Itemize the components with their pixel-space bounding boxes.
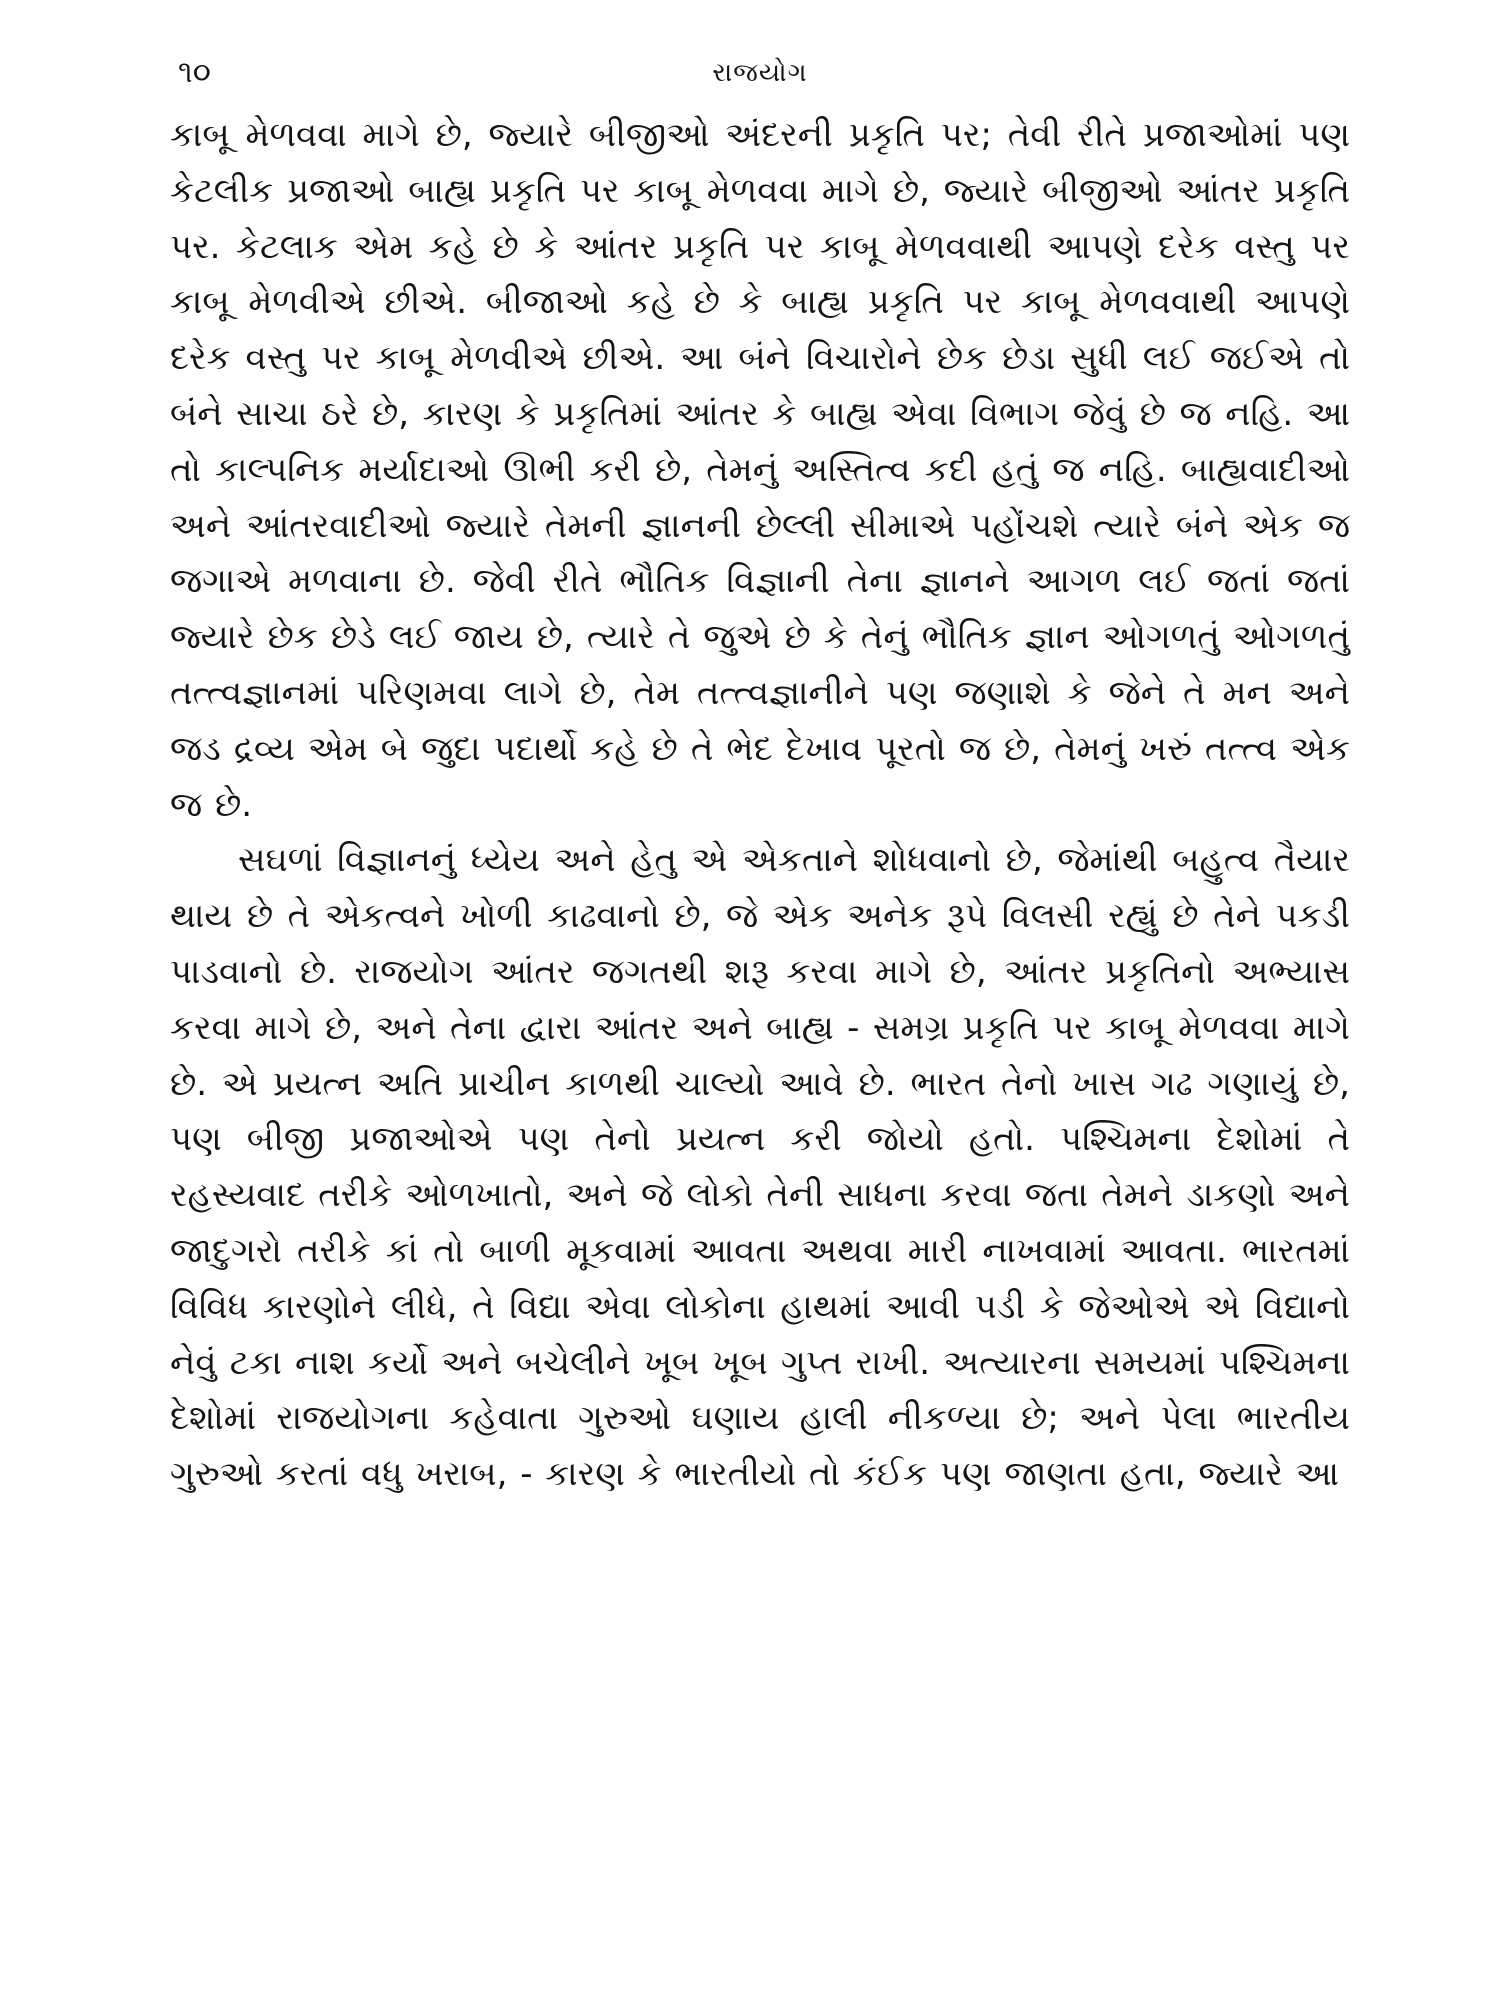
running-head: રાજયોગ xyxy=(712,58,808,88)
paragraph-1: કાબૂ મેળવવા માગે છે, જ્યારે બીજીઓ અંદરની પ્રકૃતિ પર; તેવી રીતે પ્રજાઓમાં પણ કેટલીક પ્રજાઓ બાહ્ય પ્રકૃતિ પર કાબૂ મેળવવા માગે છે, જ્યારે બીજીઓ આંતર પ્રકૃતિ પર. કેટલાક એમ કહે છે કે આંતર પ્રકૃતિ પર કાબૂ મેળવવાથી આપણે દરેક વસ્તુ પર કાબૂ મેળવીએ છીએ. બીજાઓ કહે છે કે બાહ્ય પ્રકૃતિ પર કાબૂ મેળવવાથી આપણે દરેક વસ્તુ પર કાબૂ મેળવીએ છીએ. આ બંને વિચારોને છેક છેડા સુધી લઈ જઈએ તો બંને સાચા ઠરે છે, કારણ કે પ્રકૃતિમાં આંતર કે બાહ્ય એવા વિભાગ જેવું છે જ નહિ. આ તો કાલ્પનિક મર્યાદાઓ ઊભી કરી છે, તેમનું અસ્તિત્વ કદી હતું જ નહિ. બાહ્યવાદીઓ અને આંતરવાદીઓ જ્યારે તેમની જ્ઞાનની છેલ્લી સીમાએ પહોંચશે ત્યારે બંને એક જ જગાએ મળવાના છે. જેવી રીતે ભૌતિક વિજ્ઞાની તેના જ્ઞાનને આગળ લઈ જતાં જતાં જ્યારે છેક છેડે લઈ જાય છે, ત્યારે તે જુએ છે કે તેનું ભૌતિક જ્ઞાન ઓગળતું ઓગળતું તત્ત્વજ્ઞાનમાં પરિણમવા લાગે છે, તેમ તત્ત્વજ્ઞાનીને પણ જણાશે કે જેને તે મન અને જડ દ્રવ્ય એમ બે જુદા પદાર્થો કહે છે તે ભેદ દેખાવ પૂરતો જ છે, તેમનું ખરું તત્ત્વ એક જ છે. xyxy=(170,115,1350,825)
body-text xyxy=(170,108,1350,1503)
page-number: ૧૦ xyxy=(178,55,211,90)
paragraph-2: સઘળાં વિજ્ઞાનનું ધ્યેય અને હેતુ એ એકતાને શોધવાનો છે, જેમાંથી બહુત્વ તૈયાર થાય છે તે એકત્વને ખોળી કાઢવાનો છે, જે એક અનેક રૂપે વિલસી રહ્યું છે તેને પકડી પાડવાનો છે. રાજયોગ આંતર જગતથી શરૂ કરવા માગે છે, આંતર પ્રકૃતિનો અભ્યાસ કરવા માગે છે, અને તેના દ્વારા આંતર અને બાહ્ય - સમગ્ર પ્રકૃતિ પર કાબૂ મેળવવા માગે છે. એ પ્રયત્ન અતિ પ્રાચીન કાળથી ચાલ્યો આવે છે. ભારત તેનો ખાસ ગઢ ગણાયું છે, પણ બીજી પ્રજાઓએ પણ તેનો પ્રયત્ન કરી જોયો હતો. પશ્ચિમના દેશોમાં તે રહસ્યવાદ તરીકે ઓળખાતો, અને જે લોકો તેની સાધના કરવા જતા તેમને ડાકણો અને જાદુગરો તરીકે કાં તો બાળી મૂકવામાં આવતા અથવા મારી નાખવામાં આવતા. ભારતમાં વિવિધ કારણોને લીધે, તે વિદ્યા એવા લોકોના હાથમાં આવી પડી કે જેઓએ એ વિદ્યાનો નેવું ટકા નાશ કર્યો અને બચેલીને ખૂબ ખૂબ ગુપ્ત રાખી. અત્યારના સમયમાં પશ્ચિમના દેશોમાં રાજયોગના કહેવાતા ગુરુઓ ઘણાય હાલી નીકળ્યા છે; અને પેલા ભારતીય ગુરુઓ કરતાં વધુ ખરાબ, - કારણ કે ભારતીયો તો કંઈક પણ જાણતા હતા, જ્યારે આ xyxy=(170,840,1350,1495)
page-header xyxy=(168,48,1352,98)
